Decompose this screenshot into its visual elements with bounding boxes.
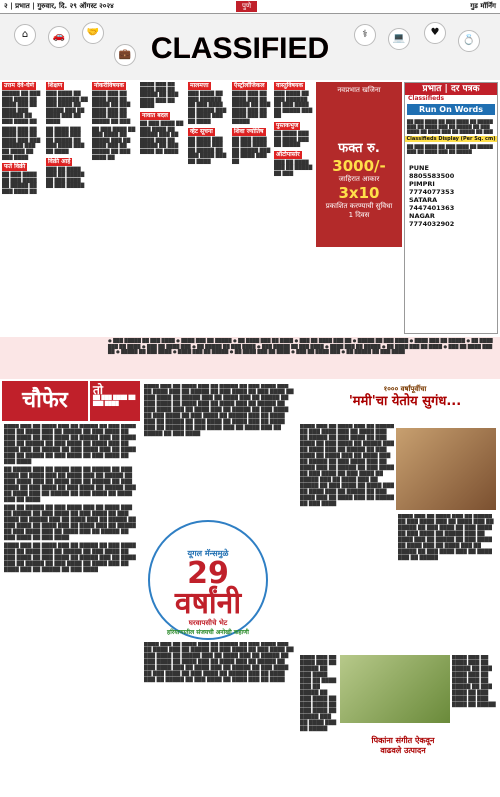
city-name: PUNE — [409, 164, 429, 172]
article-right-top: ████ ███ ██ ████ ███ ██ █████ ██ ███ ████ ███ ██ ████ ███ ██ █████ ██ ███ ████ ██ ███ ████ ██ ███ ████ ██ █████ ███ ██ ████ ███ ██ █████ ██ ███ ████ ██ ████ ███ ██ ████ ███ ██ █████ ██ ███ ████ ███ ██ ████ ███ ██ █████ ██ ███ ████ ██ ███ ████ ██ ███ ████ ██ █████ ███ ██ ████ ███ ██ █████ ██ ███ ████ ██ ████ ███ ██ ████ ███ ██ █████ ██ ███ ████ ███ ██ ████ ███ ██ █████ ██ ███ ████ — [300, 424, 394, 507]
section-head: नोकरीविषयक — [94, 82, 124, 89]
section-head: शिवा ज्योतिष — [234, 127, 264, 135]
classified-column-5: मालमत्ता ███ ████ ██ ███ ██████ ██ ███ ████ ██ █████ ███ ██ ████ ███ ██ ████ व्हेट सूचना ██ ████ ███ ██ ████ ███ ██ █████ ██ ███ ████ ███ ██ ████ — [188, 82, 227, 165]
section-head: पुस्तकभुज — [276, 121, 299, 129]
section-head: शिक्षण — [48, 82, 63, 89]
home-icon: ⌂ — [14, 24, 36, 46]
section-head: ऑटोपार्सार — [276, 150, 300, 158]
ad-line: 1 दिवस — [348, 211, 370, 219]
article-mid-bottom: ████ ███ ██ ████ ███ ██ █████ ██ ███ ████ ███ ██ ████ ███ ██ █████ ██ ███ ████ ██ ███ ████ ██ ███ ████ ██ █████ ███ ██ ████ ███ ██ █████ ██ ███ ████ ██ ████ ███ ██ ████ ███ ██ █████ ██ ███ ████ ███ ██ ████ ███ ██ █████ ██ ███ ████ ██ ███ ████ ██ ███ ████ ██ █████ ███ ██ ████ ███ ██ █████ ██ ███ ████ ██ ████ ███ ██ ████ — [144, 642, 294, 683]
city-name: NAGAR — [409, 212, 435, 220]
classified-column-4: ████ ███ ██ ████ ███ ██ █████ ██ ███ ████ ███ ██ ████ नावात बदल ██ ███ ████ ██ ███ ████ ██ █████ ███ ██ ████ ███ ██ █████ ██ ███ ████ ██ ████ — [140, 82, 184, 155]
kicker: १००० वर्षांपूर्वीचा — [383, 385, 427, 393]
circle-tag: हरियाणातील संजयची अनोखी कहाणी — [167, 629, 249, 636]
ad-line: नवप्रभात खजिना — [337, 86, 381, 94]
ad-price: 3000/- — [332, 157, 386, 175]
display-ad-box — [316, 82, 402, 247]
section-head: मालमत्ता — [190, 82, 209, 89]
rate-card-subtitle: Classifieds — [408, 95, 445, 102]
computer-icon: 💻 — [388, 28, 410, 50]
ad-size: 3x10 — [338, 184, 380, 202]
circle-number: 29 वर्षांनी — [174, 556, 242, 621]
ad-line: जाहिरात आकार — [338, 175, 380, 183]
ad-line: प्रकाशित करण्याची सुविधा — [325, 202, 393, 210]
edition-label: गुड मॉर्निंग — [470, 2, 496, 10]
article-plants-right: ████ ███ ██ ████ ███ ██ █████ ██ ███ ████ ███ ██ ████ ███ ██ █████ ██ ███ ████ ██ ███ ████ ██ ███ ████ ██ █████ — [452, 655, 496, 708]
section-head: नावात बदल — [142, 111, 168, 119]
city-phone: 7774032902 — [409, 220, 455, 228]
rate-card-title: प्रभात | दर पत्रक — [405, 83, 497, 95]
city-list — [405, 164, 497, 228]
run-on-words: Run On Words — [407, 104, 495, 115]
agency-strip: ● ███ █████ ██ ███ ████ ● ████ ███ ██ █████ ● ██ ████ ███ ██ ████ ● ███ ██ ████ ███ ██ ● █████ ██ ███ ████ ● ████ ███ ██ █████ ● ██ ████ ███ ██ ████ ● ███ ██ ████ ███ ● ██ █████ ██ ███ ████ ● ███ █████ ██ ███ ████ ● ████ ███ ██ █████ ● ██ ████ ███ ██ ████ ● ███ ██ ████ ███ ██ ● █████ ██ ███ ████ ● ████ ███ ██ █████ ● ██ ████ ███ ██ ████ ● ███ ██ ████ ███ ● ██ █████ ██ ███ ████ — [0, 337, 500, 379]
heart-icon: ♥ — [424, 22, 446, 44]
rings-icon: 💍 — [458, 30, 480, 52]
choufer-title: चौफेर — [2, 381, 88, 421]
section-head: उत्तम देवे-घेणे — [4, 82, 35, 89]
plant-photo — [340, 655, 450, 723]
classified-column-1: उत्तम देवे-घेणे █████ ██ ███ ███ ████ ██ ████ ███ ██ ████ ███ ██████ ██ ███ ████ ██ ████ ███ ██ ████ ███ ██ ████ ███ ███ ██████ ███ ██ ████ ██ ███ ████ फर्ते विक्री ██ ███ ████ ██ ███ ████ ██ █████ ██ ███ ████ ██ — [2, 82, 41, 195]
city-name: PIMPRI — [409, 180, 435, 188]
article-right-col: ████ ███ ██ ████ ███ ██ █████ ██ ███ ████ ███ ██ ████ ███ ██ █████ ██ ███ ████ ██ ███ ████ ██ ███ ████ ██ █████ ███ ██ ████ ███ ██ █████ ██ ███ ████ ██ ████ ███ ██ ████ ███ ██ █████ ██ ███ ████ ███ ██ ████ ███ ██ █████ — [398, 514, 494, 561]
classified-column-7: वास्तुविषयक ███ ████ ██ ███ ██████ ██ ███ ████ ██ █████ ███ ██ पुस्तकभुज ██ ████ ███ ██ ████ ███ ██ █████ ऑटोपार्सार ███ ██ ████ ███ ██ █████ ██ ███ — [274, 82, 313, 177]
city-phone: 7447401363 — [409, 204, 455, 212]
mummy-photo — [396, 428, 496, 510]
section-head: ऍस्ट्रॉलॉजिकल — [234, 82, 265, 89]
plant-headline: पिकांना संगीत ऐकवून वाढवले उत्पादन — [371, 736, 435, 755]
classified-column-2: शिक्षण ███ ████ ██ ███ ██████ ██ ███ ████ ██ █████ ███ ██ ████ ███ ██ ████ ██ ████ ███ ██ ████ ███ ██ █████ ██ ███ ████ ███ ██ ████ विक्री आहे ███ ██ ████ ███ ██ █████ ██ ███ ████ ██ ███ █████ — [46, 82, 88, 190]
feature-circle — [148, 520, 268, 640]
circle-text: घरवापसीचे भेट — [188, 619, 228, 627]
city-phone: 8805583500 — [409, 172, 455, 180]
city-tag: पुणे — [236, 1, 257, 12]
section-head: फर्ते विक्री — [4, 163, 26, 171]
banner-title: CLASSIFIED — [140, 32, 340, 66]
page-header — [0, 0, 500, 14]
circle-text: यूगल मॅन्समुळे — [187, 549, 229, 558]
choufer-side: तो ██ ███ ████ ██ ███ ████ — [90, 381, 140, 421]
classified-column-6: ऍस्ट्रॉलॉजिकल ████ ███ ██ ████ ███ ██ █████ ██ ███ ████ ███ ██ ████ ███ ██ █████ शिवा ज्योतिष ██ ███ ████ ██ ███ ████ ██ █████ ███ ██ ████ ███ ██ — [232, 82, 271, 165]
city-phone: 7774077353 — [409, 188, 455, 196]
mummy-headline — [320, 385, 490, 421]
ad-price-label: फक्त रु. — [338, 141, 380, 156]
article-left: ████ ███ ██ ████ ███ ██ █████ ██ ███ ████ ███ ██ ████ ███ ██ █████ ██ ███ ████ ██ ███ ████ ██ ███ ████ ██ █████ ███ ██ ████ ███ ██ █████ ██ ███ ████ ██ ████ ███ ██ ████ ███ ██ █████ ██ ███ ████ ███ ██ ████ ███ ██ █████ ██ ███ ████ ██ ███ ████ ██ ███ ████ ██ █████ ███ ██ ████ ███ ██ █████ ██ ███ ████ ██ ████ ███ ██ ████ ███ ██ █████ ██ ███ ████ ███ ██ ████ ███ ██ █████ ██ ███ ████ ██ ███ ████ ██ ███ ████ ██ █████ ███ ██ ████ ███ ██ █████ ██ ███ ████ ██ ████ ███ ██ ████ ███ ██ █████ ██ ███ ████ ███ ██ ████ ███ ██ █████ ██ ███ ████ ██ ███ ████ ██ ███ ████ ██ █████ ███ ██ ████ ███ ██ █████ ██ ███ ████ ██ ████ ███ ██ ████ ███ ██ █████ ██ ███ ████ ███ ██ ████ ███ ██ █████ ██ ███ ████ ██ ███ ████ ████ ███ ██ ████ ███ ██ █████ ██ ███ ████ ███ ██ ████ ███ ██ █████ ██ ███ ████ ██ ███ ████ ██ ███ ████ ██ █████ ███ ██ ████ ███ ██ █████ ██ ███ ████ ██ ████ ███ ██ ████ ███ ██ █████ ██ ███ ████ — [4, 424, 136, 573]
car-icon: 🚗 — [48, 26, 70, 48]
article-mid-top: ████ ███ ██ ████ ███ ██ █████ ██ ███ ████ ███ ██ ████ ███ ██ █████ ██ ███ ████ ██ ███ ████ ██ ███ ████ ██ █████ ███ ██ ████ ███ ██ █████ ██ ███ ████ ██ ████ ███ ██ ████ ███ ██ █████ ██ ███ ████ ███ ██ ████ ███ ██ █████ ██ ███ ████ ██ ███ ████ ██ ███ ████ ██ █████ ███ ██ ████ ███ ██ █████ ██ ███ ████ ██ ████ ███ ██ ████ ███ ██ █████ ██ ███ ████ ███ ██ ████ ███ ██ █████ ██ ███ ████ — [144, 384, 294, 437]
article-plants: ████ ███ ██ ████ ███ ██ █████ ██ ███ ████ ███ ██ ████ ███ ██ █████ ██ ███ ████ ██ ███ ████ ██ ███ ████ ██ █████ ███ ██ ████ ███ ██ █████ — [300, 655, 337, 732]
city-name: SATARA — [409, 196, 438, 204]
side-word: तो — [93, 383, 103, 397]
classified-column-3: नोकरीविषयक ████ ███ ██ ████ ███ ██ █████ ██ ███ ████ ███ ██ ████ ███ ██ █████ ██ ███ ██ ███ ████ ██ ███ ████ ██ █████ ███ ██ ████ ███ ██ █████ ██ ███ ████ ██ — [92, 82, 136, 161]
display-head: Classifieds Display (Per Sq. cm) — [406, 136, 496, 142]
page-info: २ | प्रभात | गुरुवार, दि. २९ ऑगस्ट २०२४ — [4, 2, 114, 10]
section-head: विक्री आहे — [48, 157, 71, 165]
headline: 'ममी'चा येतोय सुगंध... — [348, 394, 462, 409]
section-head: वास्तुविषयक — [276, 82, 304, 89]
handshake-icon: 🤝 — [82, 22, 104, 44]
classified-banner — [0, 14, 500, 80]
rate-card: प्रभात | दर पत्रक Classifieds Run On Words ██ ███ ████ ██ ███ ████ ██ █████ ███ ██ ████ ███ ██ █████ ██ ███ ████ ██ ████ ███ ██ █████ ██ ███ Classifieds Display (Per Sq. cm) ██ ███ ████ ██ ███ ████ ██ █████ ███ ██ ████ ███ ██ █████ PUNE 8805583500 PIMPRI 7774077353 SATARA 7447401363 NAGAR 7774032902 — [404, 82, 498, 334]
section-head: व्हेट सूचना — [190, 127, 213, 135]
briefcase-icon: 💼 — [114, 44, 136, 66]
shield-icon: ⚕ — [354, 24, 376, 46]
